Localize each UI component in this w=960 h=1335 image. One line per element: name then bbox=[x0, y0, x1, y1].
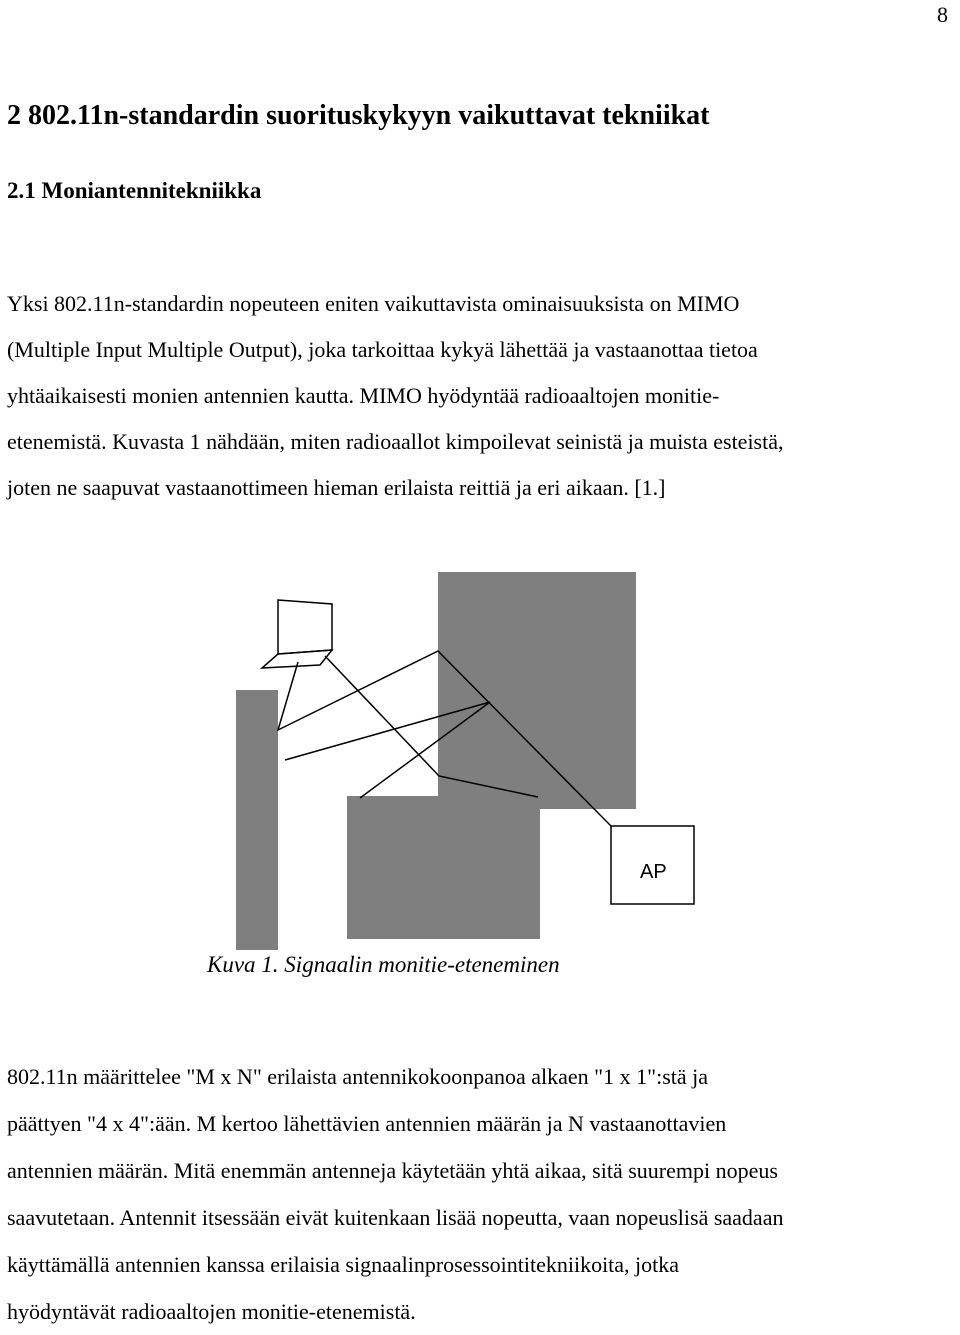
paragraph-line: hyödyntävät radioaaltojen monitie-etenemistä. bbox=[7, 1299, 416, 1324]
obstacle-bottom-center bbox=[347, 796, 540, 939]
figure-caption: Kuva 1. Signaalin monitie-eteneminen bbox=[207, 952, 560, 977]
paragraph-line: etenemistä. Kuvasta 1 nähdään, miten radioaallot kimpoilevat seinistä ja muista esteistä, bbox=[7, 429, 784, 454]
paragraph-line: Yksi 802.11n-standardin nopeuteen eniten vaikuttavista ominaisuuksista on MIMO bbox=[7, 291, 740, 316]
page-number: 8 bbox=[937, 2, 948, 27]
paragraph-line: saavutetaan. Antennit itsessään eivät kuitenkaan lisää nopeutta, vaan nopeuslisä saadaan bbox=[7, 1205, 784, 1230]
obstacle-left-wall bbox=[236, 690, 278, 950]
paragraph-line: käyttämällä antennien kanssa erilaisia signaalinprosessointitekniikoita, jotka bbox=[7, 1252, 680, 1277]
paragraph-line: 802.11n määrittelee "M x N" erilaista antennikokoonpanoa alkaen "1 x 1":stä ja bbox=[7, 1064, 709, 1089]
multipath-figure bbox=[200, 570, 700, 950]
paragraph-line: joten ne saapuvat vastaanottimeen hieman erilaista reittiä ja eri aikaan. [1.] bbox=[7, 475, 666, 500]
paragraph-line: yhtäaikaisesti monien antennien kautta. MIMO hyödyntää radioaaltojen monitie- bbox=[7, 383, 720, 408]
laptop-icon bbox=[262, 600, 332, 668]
access-point-label: AP bbox=[640, 861, 667, 883]
paragraph-mimo-intro bbox=[7, 281, 957, 511]
paragraph-line: päättyen "4 x 4":ään. M kertoo lähettävien antennien määrän ja N vastaanottavien bbox=[7, 1111, 727, 1136]
section-heading: 2 802.11n-standardin suorituskykyyn vaikuttavat tekniikat bbox=[7, 100, 710, 131]
subsection-heading: 2.1 Moniantennitekniikka bbox=[7, 178, 262, 203]
obstacle-top-right bbox=[438, 572, 636, 809]
paragraph-line: antennien määrän. Mitä enemmän antenneja käytetään yhtä aikaa, sitä suurempi nopeus bbox=[7, 1158, 778, 1183]
paragraph-mxn bbox=[7, 1053, 957, 1335]
paragraph-line: (Multiple Input Multiple Output), joka tarkoittaa kykyä lähettää ja vastaanottaa tietoa bbox=[7, 337, 758, 362]
